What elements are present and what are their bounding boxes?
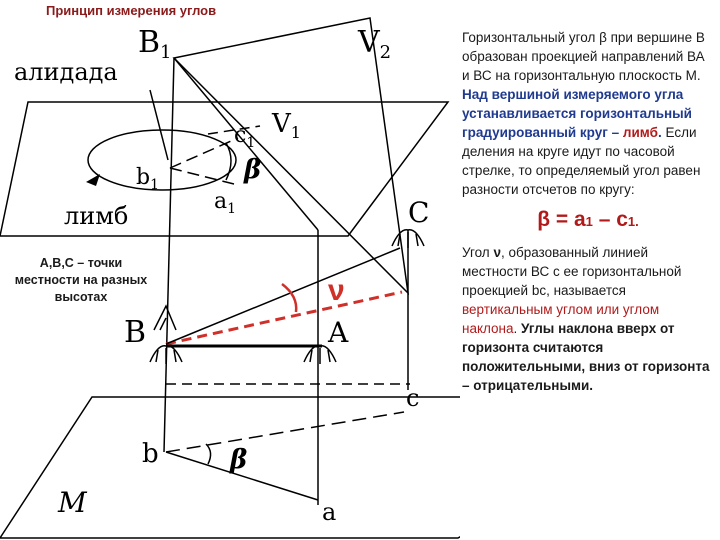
label-c-lower: c xyxy=(406,384,420,412)
vertical-line-b1-b xyxy=(164,58,174,452)
terrain-line-bc xyxy=(166,292,402,344)
label-beta-bottom: β xyxy=(230,445,248,475)
label-b1-limb: $b_1$ xyxy=(136,165,160,193)
label-alidade: алидада xyxy=(14,58,118,86)
alidade-line-c1 xyxy=(170,138,238,168)
explanation-panel xyxy=(462,28,714,395)
text-clockwise: Если деления на круге идут по часовой стрелке, то определяемый угол равен разности отсчетов по кругу: xyxy=(462,125,701,197)
paragraph-horizontal-angle xyxy=(462,28,714,199)
terrain-mark-b-icon xyxy=(150,346,182,364)
beta-arc-bottom xyxy=(206,444,211,464)
label-m: M xyxy=(58,486,87,519)
alidade-pointer xyxy=(150,90,168,160)
label-nu: ν xyxy=(328,274,345,307)
text-slope-sign: Углы наклона вверх от горизонта считаются положительными, вниз от горизонта – отрицательными. xyxy=(462,321,710,393)
label-v2: $V_2$ xyxy=(358,25,392,63)
text-horizontal-angle: Горизонтальный угол β при вершине В образован проекцией направлений ВА и ВС на горизонтальную плоскость М. xyxy=(462,30,705,83)
label-b: B xyxy=(124,315,147,350)
text-limb-definition: Над вершиной измеряемого угла устанавливается горизонтальный градуированный круг – xyxy=(462,87,692,140)
label-v1: $V_1$ xyxy=(272,109,301,142)
line-b-to-c xyxy=(166,248,400,344)
limb-arrow-icon xyxy=(86,174,100,186)
beta-formula: β = а1 – с1. xyxy=(537,208,639,231)
left-note: А,В,С – точки местности на разных высотах xyxy=(14,256,148,304)
label-b-lower: b xyxy=(142,439,159,469)
text-limb-end: . xyxy=(657,125,662,140)
paragraph-vertical-angle: Угол ν, образованный линией местности ВС с ее горизонтальной проекцией bc, называется вертикальным углом или углом наклона. Углы наклона вверх от горизонта считаются положительными, вниз от горизонта – отрицательными. xyxy=(462,245,710,393)
label-limb: лимб xyxy=(64,202,129,230)
label-beta-top: β xyxy=(244,155,262,185)
label-a: A xyxy=(328,316,349,349)
label-c1: $c_1$ xyxy=(234,123,256,151)
text-limb-term: лимб xyxy=(622,125,658,140)
label-a1: $a_1$ xyxy=(214,189,237,217)
nu-arc xyxy=(282,284,296,312)
projection-bc xyxy=(166,412,404,452)
page-title: Принцип измерения углов xyxy=(46,3,217,18)
text-vertical-angle-term: вертикальным углом или углом наклона xyxy=(462,302,660,336)
terrain-mark-b-top-icon xyxy=(154,306,176,330)
terrain-mark-c-icon xyxy=(392,230,424,248)
label-b1: $B_1$ xyxy=(138,25,172,63)
label-c: C xyxy=(408,196,430,229)
label-a-lower: a xyxy=(322,498,337,526)
